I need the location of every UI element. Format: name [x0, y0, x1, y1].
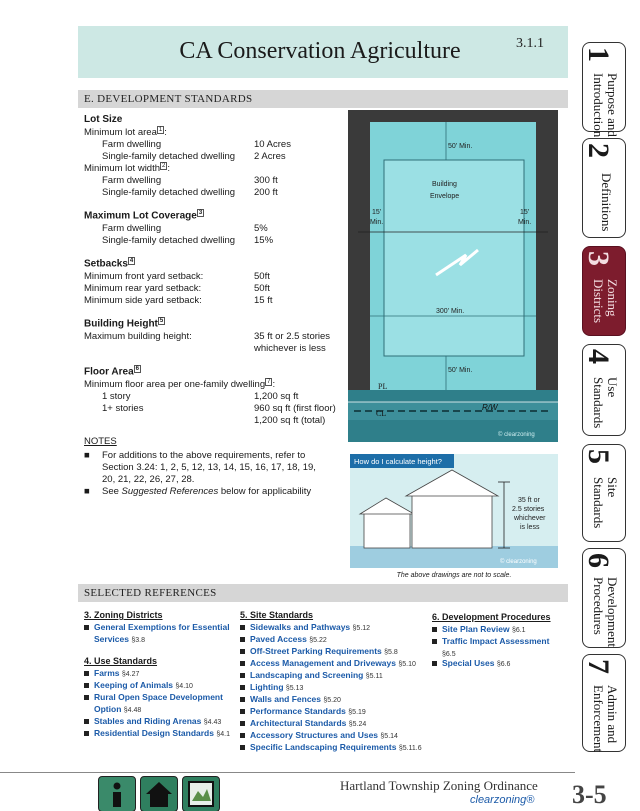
references-bar: SELECTED REFERENCES [78, 584, 568, 602]
farm-area-label: Farm dwelling [102, 139, 162, 150]
tab-label: Zoning Districts [591, 279, 620, 324]
coverage-single-value: 15% [254, 235, 274, 246]
coverage-single-label: Single-family detached dwelling [102, 235, 236, 246]
single-area-label: Single-family detached dwelling [102, 151, 236, 162]
footer-brand: clearzoning® [470, 794, 535, 806]
tab-admin-enforcement[interactable] [582, 654, 626, 752]
home-icon [141, 777, 177, 811]
ref-link[interactable]: Rural Open Space Development [84, 692, 223, 702]
note-bullet-2: ■ [84, 486, 90, 497]
story1-label: 1 story [102, 391, 131, 402]
lot-diagram-brand: © clearzoning [498, 432, 535, 438]
rear-setback-text: 50' Min. [448, 367, 473, 374]
tab-number: 4 [582, 349, 615, 364]
tab-use-standards[interactable] [582, 344, 626, 436]
tab-label: Purpose and Introduction [591, 73, 620, 138]
height-value-2: whichever is less [254, 343, 326, 354]
map-icon [183, 777, 219, 811]
tab-label: Development Procedures [591, 577, 620, 648]
side-right-text-1: 15' [520, 209, 530, 216]
note1-line3: 20, 21, 22, 26, 27, 28. [102, 474, 195, 485]
ref-link[interactable]: Accessory Structures and Uses §5.14 [240, 730, 398, 740]
ref-zoning-heading: 3. Zoning Districts [84, 610, 163, 620]
tab-zoning-districts[interactable] [582, 246, 626, 336]
farm-width-label: Farm dwelling [102, 175, 162, 186]
tab-purpose-introduction[interactable] [582, 42, 626, 138]
note-bullet-1: ■ [84, 450, 90, 461]
ref-site-heading: 5. Site Standards [240, 610, 314, 620]
ref-link[interactable]: Services §3.8 [94, 634, 145, 644]
dev-standards-bar: E. DEVELOPMENT STANDARDS [78, 90, 568, 108]
story2-value-1: 960 sq ft (first floor) [254, 403, 336, 414]
note2: See Suggested References below for applicability [102, 486, 312, 497]
side-left-text-2: Min. [370, 219, 384, 226]
ref-link[interactable]: Architectural Standards §5.24 [240, 718, 366, 728]
side-right-text-2: Min. [518, 219, 532, 226]
height-value-1: 35 ft or 2.5 stories [254, 331, 331, 342]
side-setback-label: Minimum side yard setback: [84, 295, 202, 306]
page-title: CA Conservation Agriculture [179, 38, 461, 64]
tab-label: Definitions [599, 173, 614, 232]
single-width-label: Single-family detached dwelling [102, 187, 236, 198]
ref-link[interactable]: General Exemptions for Essential [84, 622, 230, 632]
ref-link[interactable]: Farms §4.27 [84, 668, 139, 678]
lot-layout-diagram [348, 110, 558, 442]
min-lot-area-label: Minimum lot area $^1$ : [84, 127, 167, 139]
coverage-farm-label: Farm dwelling [102, 223, 162, 234]
row-text: R/W [482, 403, 498, 412]
story2-label: 1+ stories [102, 403, 144, 414]
footnote-marker[interactable]: 7 [267, 379, 271, 385]
height-line-1: 35 ft or [518, 497, 540, 504]
ref-link[interactable]: Performance Standards §5.19 [240, 706, 366, 716]
ref-link[interactable]: Walls and Fences §5.20 [240, 694, 341, 704]
footnote-marker[interactable]: 6 [135, 366, 139, 372]
envelope-text-2: Envelope [430, 193, 460, 200]
ref-link[interactable]: Option §4.48 [94, 704, 142, 714]
footer-divider [0, 772, 575, 773]
height-diagram-title: How do I calculate height? [354, 457, 442, 466]
floor-area-label: Minimum floor area per one-family dwelling $^7$ : [84, 379, 276, 391]
height-line-3: whichever [514, 515, 546, 522]
ref-link[interactable]: Site Plan Review §6.1 [432, 624, 526, 634]
min-lot-width-label: Minimum lot width $^2$ : [84, 163, 171, 175]
tab-development-procedures[interactable] [582, 548, 626, 648]
tab-number: 5 [582, 449, 615, 464]
centerline-text: CL [376, 409, 387, 418]
ref-link[interactable]: Sidewalks and Pathways §5.12 [240, 622, 370, 632]
height-line-2: 2.5 stories [512, 506, 545, 513]
front-setback-text: 50' Min. [448, 143, 473, 150]
notes-heading: NOTES [84, 436, 117, 447]
ref-link[interactable]: Landscaping and Screening §5.11 [240, 670, 383, 680]
single-width-value: 200 ft [254, 187, 278, 198]
tab-site-standards[interactable] [582, 444, 626, 542]
note1-line1: For additions to the above requirements, refer to [102, 450, 306, 461]
diagram-note: The above drawings are not to scale. [396, 572, 512, 579]
property-line-text: PL [378, 382, 388, 391]
map-button[interactable] [182, 776, 220, 811]
footnote-marker[interactable]: 2 [162, 163, 166, 169]
ref-link[interactable]: Off-Street Parking Requirements §5.8 [240, 646, 398, 656]
tab-label: Admin and Enforcement [591, 685, 620, 753]
tab-label: Site Standards [591, 477, 620, 529]
rear-setback-value: 50ft [254, 283, 270, 294]
footnote-marker[interactable]: 4 [129, 258, 134, 264]
ref-link[interactable]: Traffic Impact Assessment [432, 636, 549, 646]
note1-line2: Section 3.24: 1, 2, 5, 12, 13, 14, 15, 16, 17, 18, 19, [102, 462, 316, 473]
coverage-heading: Maximum Lot Coverage $^3$ [84, 210, 203, 222]
floor-area-heading: Floor Area $^6$ [84, 366, 139, 378]
ref-link[interactable]: Paved Access §5.22 [240, 634, 327, 644]
page-number: 3-5 [572, 780, 607, 809]
tab-number: 7 [582, 659, 615, 674]
info-button[interactable] [98, 776, 136, 811]
envelope-text-1: Building [432, 181, 457, 188]
front-setback-label: Minimum front yard setback: [84, 271, 204, 282]
width-text: 300' Min. [436, 308, 465, 315]
ref-procedures-heading: 6. Development Procedures [432, 612, 551, 622]
ref-link[interactable]: Lighting §5.13 [240, 682, 303, 692]
front-setback-value: 50ft [254, 271, 270, 282]
ref-use-heading: 4. Use Standards [84, 656, 158, 666]
footnote-marker[interactable]: 5 [159, 318, 164, 324]
height-diagram-brand: © clearzoning [500, 559, 537, 565]
footnote-marker[interactable]: 1 [158, 127, 163, 133]
tab-number: 2 [582, 143, 615, 158]
tab-label: Use Standards [591, 377, 620, 429]
ref-link[interactable]: Residential Design Standards §4.1 [84, 728, 230, 738]
side-left-text-1: 15' [372, 209, 382, 216]
home-button[interactable] [140, 776, 178, 811]
ref-link[interactable]: Specific Landscaping Requirements §5.11.6 [240, 742, 422, 752]
single-area-value: 2 Acres [254, 151, 286, 162]
tab-definitions[interactable] [582, 138, 626, 238]
info-icon [99, 777, 135, 811]
tab-number: 6 [582, 553, 615, 568]
rear-setback-label: Minimum rear yard setback: [84, 283, 202, 294]
height-line-4: is less [520, 524, 540, 531]
side-setback-value: 15 ft [254, 295, 273, 306]
story2-value-2: 1,200 sq ft (total) [254, 415, 326, 426]
footnote-marker[interactable]: 3 [198, 210, 203, 216]
farm-area-value: 10 Acres [254, 139, 291, 150]
farm-width-value: 300 ft [254, 175, 278, 186]
lot-size-heading: Lot Size [84, 114, 123, 125]
tab-number: 3 [582, 251, 615, 266]
ref-link[interactable]: Stables and Riding Arenas §4.43 [84, 716, 221, 726]
ref-link[interactable]: Special Uses §6.6 [432, 658, 510, 668]
section-number: 3.1.1 [516, 36, 544, 51]
ref-link[interactable]: Access Management and Driveways §5.10 [240, 658, 416, 668]
height-diagram [350, 454, 558, 568]
setbacks-heading: Setbacks $^4$ [84, 258, 134, 270]
footer-title: Hartland Township Zoning Ordinance [340, 778, 538, 793]
tab-number: 1 [582, 47, 615, 62]
height-label: Maximum building height: [84, 331, 192, 342]
ref-link[interactable]: Keeping of Animals §4.10 [84, 680, 193, 690]
height-heading: Building Height $^5$ [84, 318, 164, 330]
ref-link-section[interactable]: §6.5 [442, 651, 456, 658]
coverage-farm-value: 5% [254, 223, 268, 234]
story1-value: 1,200 sq ft [254, 391, 299, 402]
